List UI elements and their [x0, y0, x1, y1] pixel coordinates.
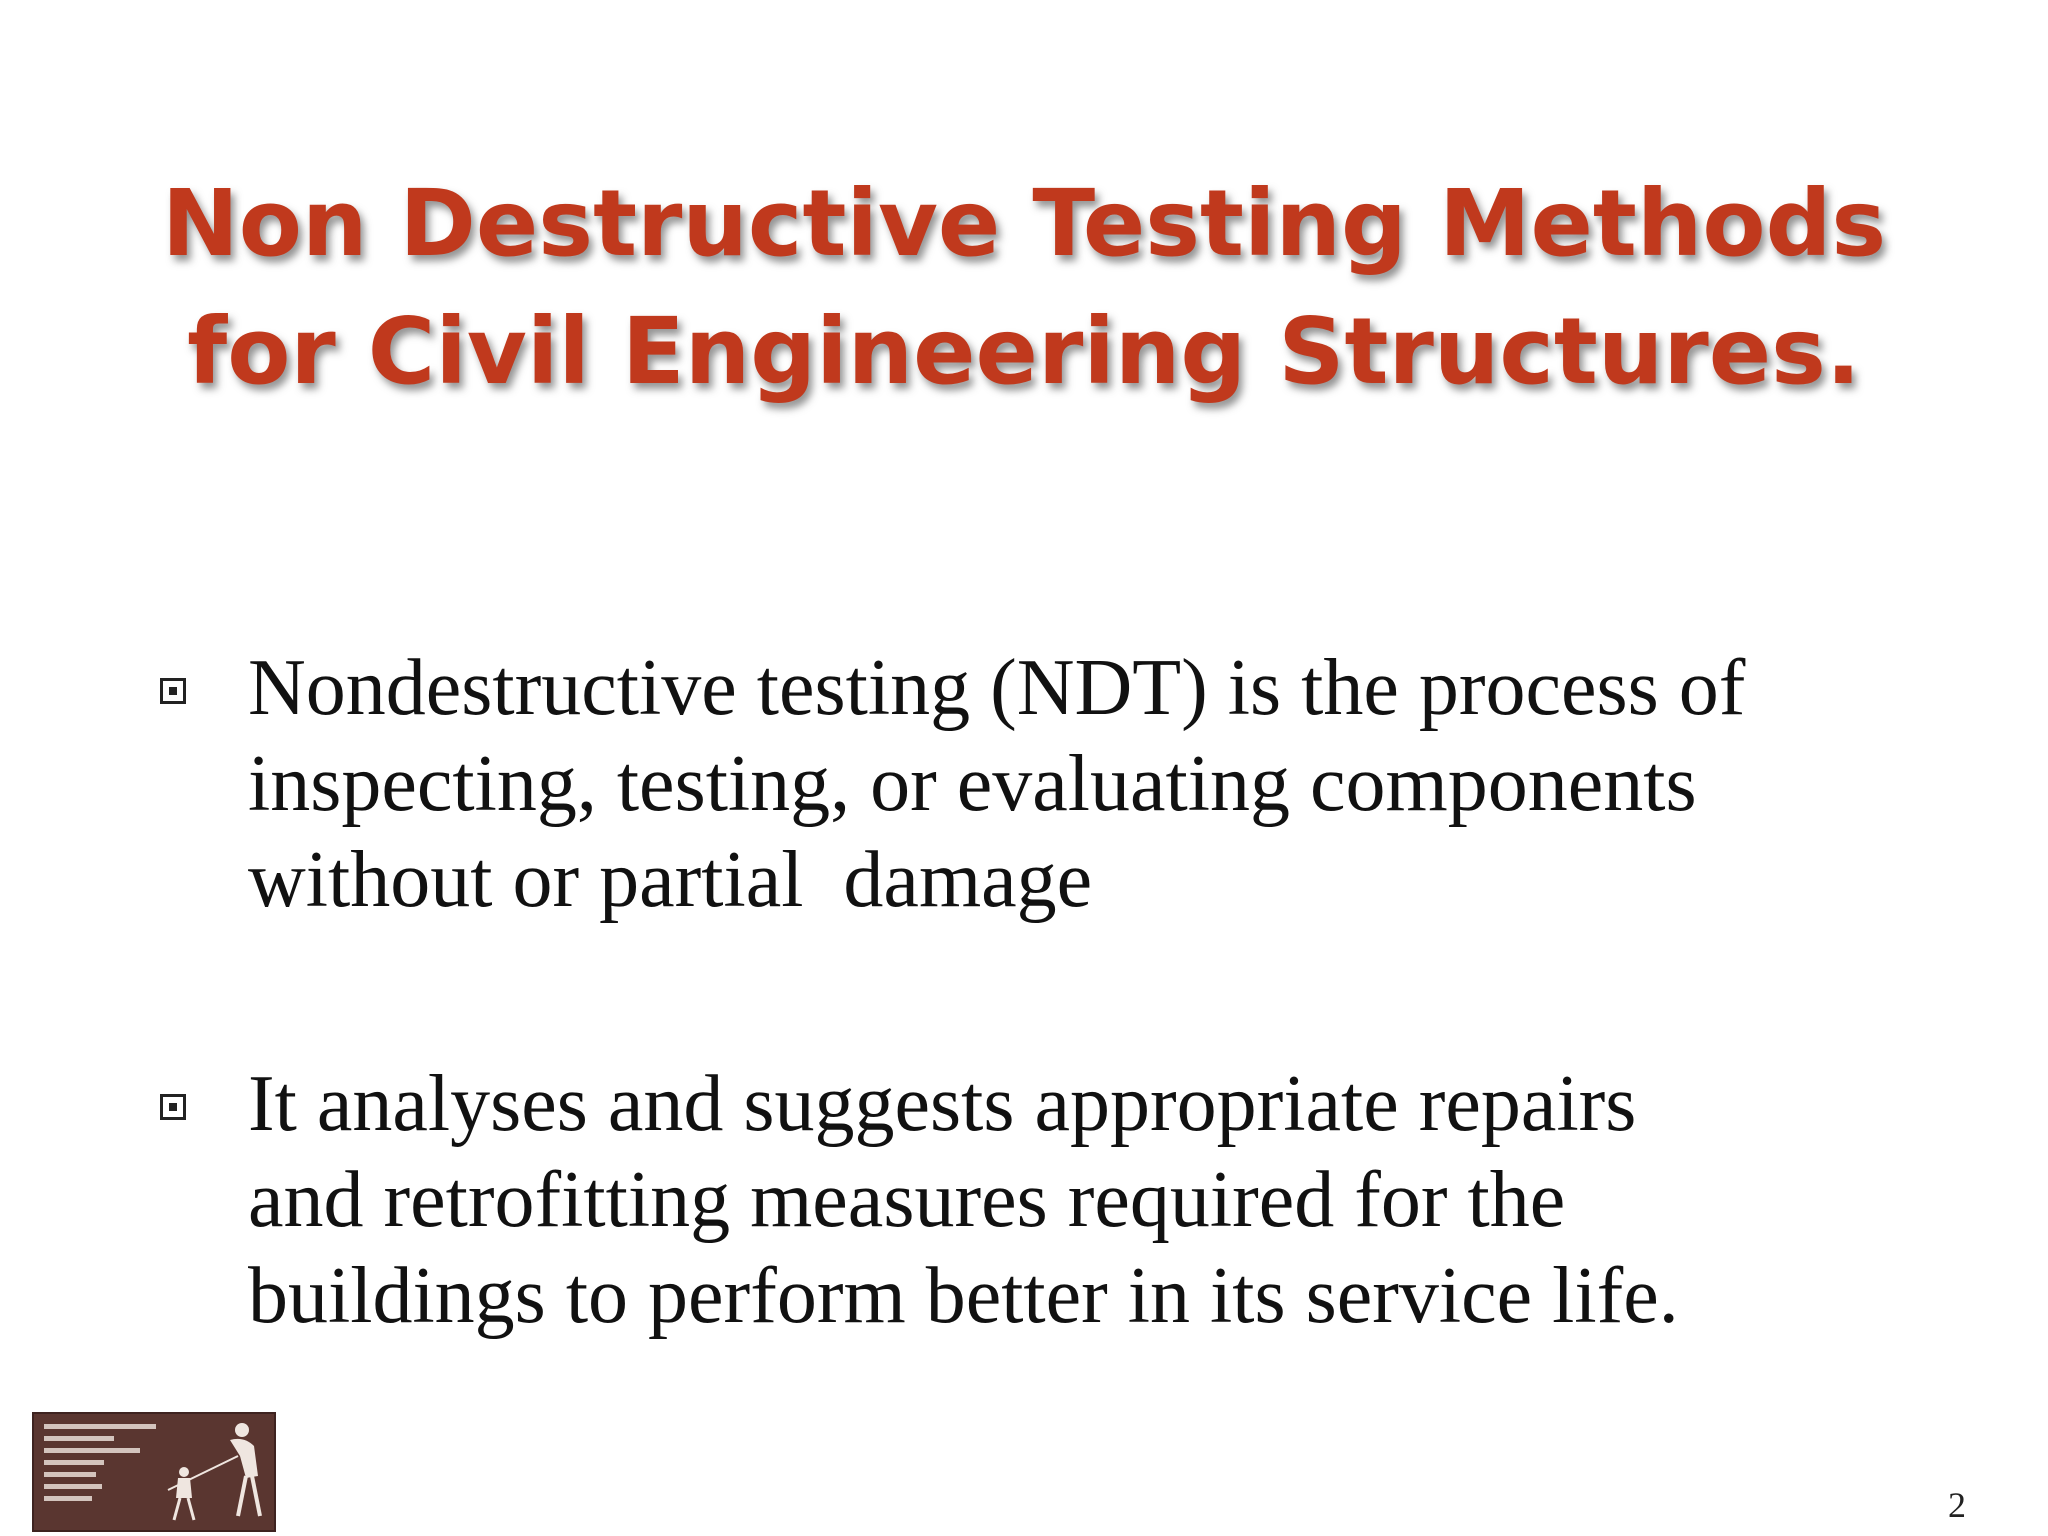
square-bullet-icon [160, 678, 186, 704]
slide-title-line-1: Non Destructive Testing Methods [161, 170, 1887, 277]
walking-figures-icon [160, 1416, 270, 1528]
institution-logo-icon [32, 1412, 276, 1532]
bullet-item-2 [160, 1056, 1960, 1344]
bullet-2-line-3: buildings to perform better in its service life. [248, 1252, 1679, 1340]
bullet-1-line-2: inspecting, testing, or evaluating components [248, 740, 1697, 828]
bullet-2-line-2: and retrofitting measures required for the [248, 1156, 1566, 1244]
bullet-item-1 [160, 640, 1960, 928]
bullet-2-line-1: It analyses and suggests appropriate repairs [248, 1060, 1637, 1148]
bullet-1-line-3: without or partial damage [248, 836, 1093, 924]
bullet-1-line-1: Nondestructive testing (NDT) is the process of [248, 644, 1746, 732]
logo-text-block [44, 1424, 164, 1508]
bullet-list [160, 640, 1960, 1472]
page-number: 2 [1948, 1485, 1966, 1525]
slide-title-line-2: for Civil Engineering Structures. [187, 298, 1861, 405]
square-bullet-icon [160, 1094, 186, 1120]
slide-title [0, 160, 2048, 416]
